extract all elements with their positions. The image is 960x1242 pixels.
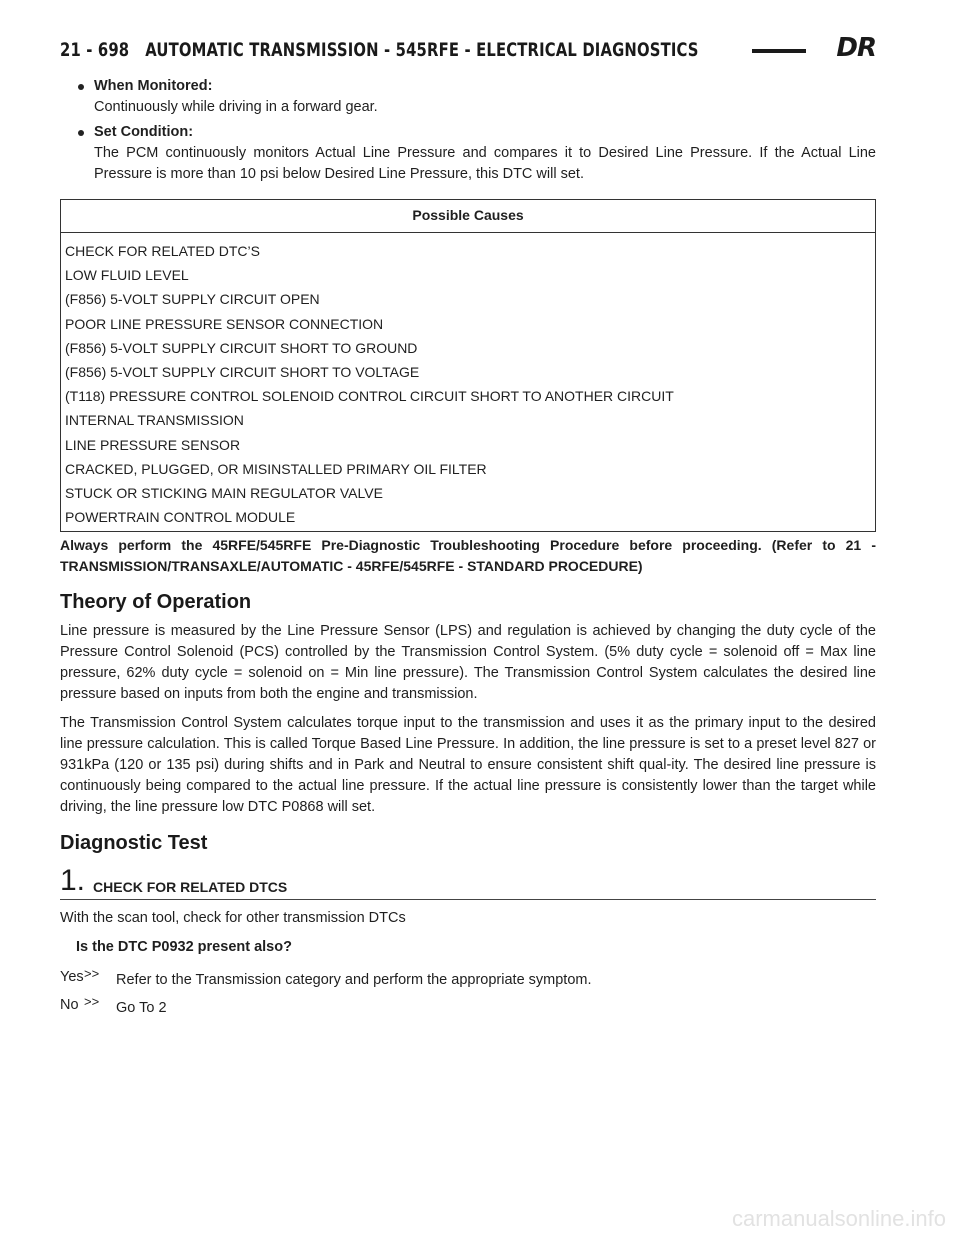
page-content [60,76,876,1022]
step-header [60,866,876,900]
page-header [60,30,876,70]
cause-item: (T118) PRESSURE CONTROL SOLENOID CONTROL CIRCUIT SHORT TO ANOTHER CIRCUIT [65,388,674,405]
step-number: 1. [60,864,86,898]
cause-item: (F856) 5-VOLT SUPPLY CIRCUIT OPEN [65,291,320,308]
bullet-text: The PCM continuously monitors Actual Line Pressure and compares it to Desired Line Pressure. If the Actual Line Pressure is more than 10 psi below Desired Line Pressure, this DTC will set. [94,145,876,182]
answer-arrow-icon: >> [84,994,100,1010]
cause-item: POOR LINE PRESSURE SENSOR CONNECTION [65,315,384,332]
bullet-set-condition [60,122,876,185]
answer-key: Yes [60,969,84,986]
cause-item: POWERTRAIN CONTROL MODULE [65,509,296,526]
answer-no [60,994,876,1016]
answer-text: Refer to the Transmission category and perform the appropriate symptom. [116,972,592,989]
bullet-dot-icon [78,130,84,136]
possible-causes-list [61,233,875,531]
bullet-text: Continuously while driving in a forward gear. [94,99,378,115]
answer-key: No [60,997,79,1014]
header-title [60,39,699,61]
theory-paragraph: Line pressure is measured by the Line Pressure Sensor (LPS) and regulation is achieved by changing the duty cycle of the Pressure Control Solenoid (PCS) controlled by the Transmission Control System. (5% duty cycle = solenoid off = Max line pressure, 62% duty cycle = solenoid on = Min line pressure). The Transmission Control System calculates the desired line pressure based on inputs from both the engine and transmission. [60,623,876,703]
header-rule [752,49,806,53]
step-question: Is the DTC P0932 present also? [76,939,292,956]
watermark: carmanualsonline.info [731,1206,946,1231]
cause-item: (F856) 5-VOLT SUPPLY CIRCUIT SHORT TO VOLTAGE [65,363,420,380]
bullet-dot-icon [78,84,84,90]
diagnostic-heading: Diagnostic Test [60,832,208,855]
pre-diagnostic-note: Always perform the 45RFE/545RFE Pre-Diagnostic Troubleshooting Procedure before proceeding. (Refer to 21 - TRANSMISSION/TRANSAXLE/AUTOMATIC - 45RFE/545RFE - STANDARD PROCEDURE) [60,537,876,575]
theory-paragraph: The Transmission Control System calculates torque input to the transmission and uses it as the primary input to the desired line pressure calculation. This is called Torque Based Line Pressure. In addition, the line pressure is set to a preset level 827 or 931kPa (120 or 135 psi) during shifts and in Park and Neutral to ensure consistent shift qual-ity. The desired line pressure is continuously being compared to the actual line pressure. If the actual line pressure is consistently lower than the target while driving, the line pressure low DTC P0868 will set. [60,715,876,816]
bullet-label: Set Condition: [94,124,194,140]
header-code: DR [836,33,876,63]
theory-heading: Theory of Operation [60,591,252,614]
header-page-number: 21 - 698 [60,39,130,61]
step-instruction: With the scan tool, check for other transmission DTCs [60,910,406,927]
header-section-title: AUTOMATIC TRANSMISSION - 545RFE - ELECTRICAL DIAGNOSTICS [145,39,699,61]
cause-item: CHECK FOR RELATED DTC’S [65,243,260,259]
cause-item: LINE PRESSURE SENSOR [65,436,241,453]
cause-item: STUCK OR STICKING MAIN REGULATOR VALVE [65,484,383,501]
answer-arrow-icon: >> [84,966,100,982]
cause-item: LOW FLUID LEVEL [65,267,189,284]
bullet-label: When Monitored: [94,78,213,94]
bullet-when-monitored [60,76,876,118]
cause-item: (F856) 5-VOLT SUPPLY CIRCUIT SHORT TO GROUND [65,339,418,356]
answer-text: Go To 2 [116,1000,167,1017]
possible-causes-heading: Possible Causes [61,200,875,233]
answer-yes [60,966,876,988]
cause-item: CRACKED, PLUGGED, OR MISINSTALLED PRIMARY OIL FILTER [65,460,487,477]
cause-item: INTERNAL TRANSMISSION [65,412,244,429]
possible-causes-table [60,199,876,532]
step-title: CHECK FOR RELATED DTCS [93,879,288,896]
